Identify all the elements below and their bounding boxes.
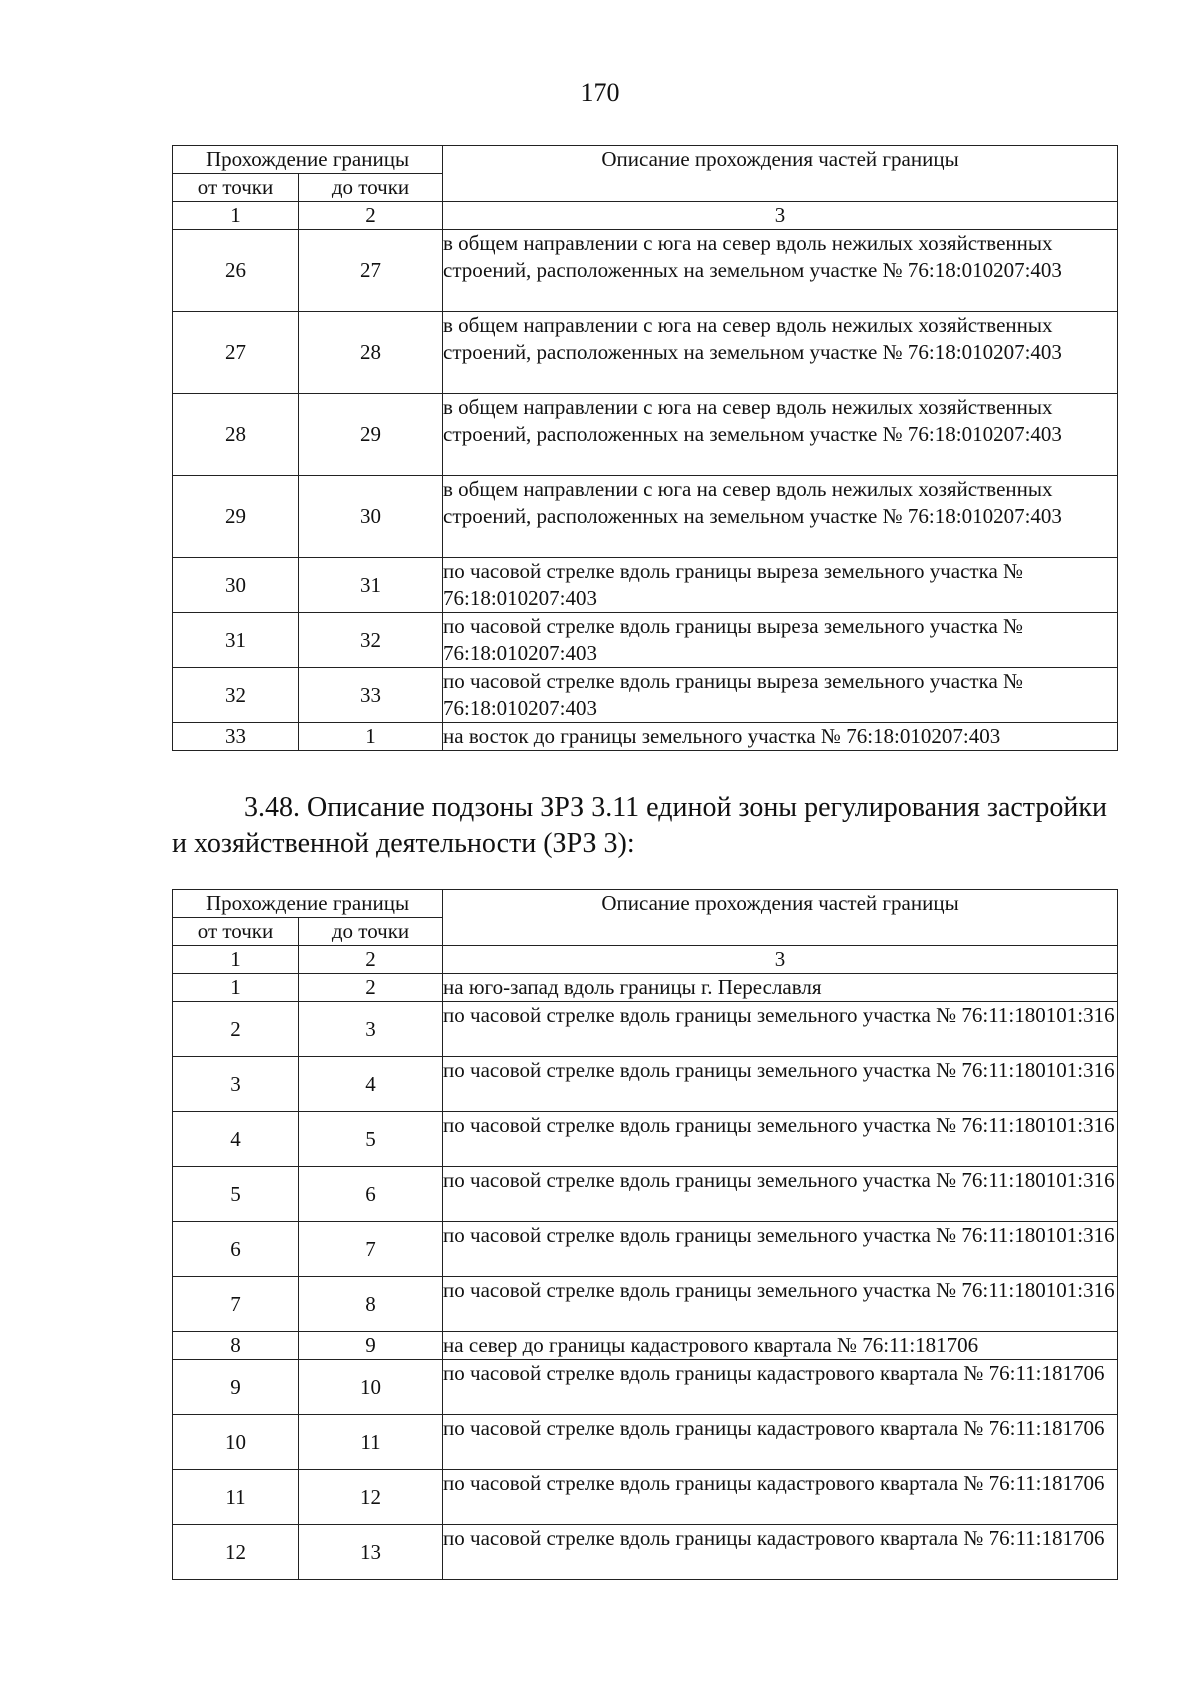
description-cell: по часовой стрелке вдоль границы выреза земельного участка № 76:18:010207:403: [443, 613, 1118, 668]
table-row: [173, 1112, 1118, 1167]
table-row: [173, 312, 1118, 394]
description-cell: в общем направлении с юга на север вдоль нежилых хозяйственных строений, расположенных на земельном участке № 76:18:010207:403: [443, 230, 1118, 312]
description-cell: по часовой стрелке вдоль границы кадастрового квартала № 76:11:181706: [443, 1415, 1118, 1470]
table-row: [173, 1057, 1118, 1112]
to-point-cell: 32: [299, 613, 443, 668]
from-point-cell: 10: [173, 1415, 299, 1470]
to-point-cell: 9: [299, 1332, 443, 1360]
to-point-cell: 31: [299, 558, 443, 613]
from-point-cell: 32: [173, 668, 299, 723]
table-row: [173, 476, 1118, 558]
header-from-point: от точки: [173, 174, 299, 202]
table-row: [173, 613, 1118, 668]
table-row: [173, 1470, 1118, 1525]
description-cell: по часовой стрелке вдоль границы земельного участка № 76:11:180101:316: [443, 1167, 1118, 1222]
from-point-cell: 8: [173, 1332, 299, 1360]
column-number-2: 2: [299, 946, 443, 974]
to-point-cell: 2: [299, 974, 443, 1002]
header-from-point: от точки: [173, 918, 299, 946]
from-point-cell: 33: [173, 723, 299, 751]
description-cell: на восток до границы земельного участка № 76:18:010207:403: [443, 723, 1118, 751]
page-number: 170: [580, 78, 620, 107]
table-row: [173, 974, 1118, 1002]
from-point-cell: 26: [173, 230, 299, 312]
to-point-cell: 28: [299, 312, 443, 394]
table-row: [173, 1277, 1118, 1332]
to-point-cell: 4: [299, 1057, 443, 1112]
description-cell: по часовой стрелке вдоль границы кадастрового квартала № 76:11:181706: [443, 1360, 1118, 1415]
column-number-1: 1: [173, 202, 299, 230]
header-description: Описание прохождения частей границы: [443, 146, 1118, 202]
header-passage: Прохождение границы: [173, 890, 443, 918]
from-point-cell: 12: [173, 1525, 299, 1580]
table-row: [173, 394, 1118, 476]
from-point-cell: 28: [173, 394, 299, 476]
table-row: [173, 1525, 1118, 1580]
description-cell: по часовой стрелке вдоль границы земельного участка № 76:11:180101:316: [443, 1277, 1118, 1332]
to-point-cell: 12: [299, 1470, 443, 1525]
from-point-cell: 7: [173, 1277, 299, 1332]
from-point-cell: 6: [173, 1222, 299, 1277]
header-description: Описание прохождения частей границы: [443, 890, 1118, 946]
table-row: [173, 668, 1118, 723]
table-row: [173, 558, 1118, 613]
to-point-cell: 33: [299, 668, 443, 723]
from-point-cell: 31: [173, 613, 299, 668]
from-point-cell: 30: [173, 558, 299, 613]
table-row: [173, 1002, 1118, 1057]
description-cell: в общем направлении с юга на север вдоль нежилых хозяйственных строений, расположенных на земельном участке № 76:18:010207:403: [443, 312, 1118, 394]
description-cell: на юго-запад вдоль границы г. Переславля: [443, 974, 1118, 1002]
description-cell: по часовой стрелке вдоль границы земельного участка № 76:11:180101:316: [443, 1002, 1118, 1057]
to-point-cell: 30: [299, 476, 443, 558]
from-point-cell: 11: [173, 1470, 299, 1525]
description-cell: по часовой стрелке вдоль границы земельного участка № 76:11:180101:316: [443, 1222, 1118, 1277]
to-point-cell: 10: [299, 1360, 443, 1415]
from-point-cell: 5: [173, 1167, 299, 1222]
table-row: [173, 1167, 1118, 1222]
description-cell: в общем направлении с юга на север вдоль нежилых хозяйственных строений, расположенных на земельном участке № 76:18:010207:403: [443, 394, 1118, 476]
description-cell: по часовой стрелке вдоль границы земельного участка № 76:11:180101:316: [443, 1057, 1118, 1112]
from-point-cell: 3: [173, 1057, 299, 1112]
header-to-point: до точки: [299, 174, 443, 202]
from-point-cell: 2: [173, 1002, 299, 1057]
description-cell: в общем направлении с юга на север вдоль нежилых хозяйственных строений, расположенных на земельном участке № 76:18:010207:403: [443, 476, 1118, 558]
to-point-cell: 5: [299, 1112, 443, 1167]
to-point-cell: 1: [299, 723, 443, 751]
description-cell: по часовой стрелке вдоль границы выреза земельного участка № 76:18:010207:403: [443, 558, 1118, 613]
to-point-cell: 7: [299, 1222, 443, 1277]
table-row: [173, 1360, 1118, 1415]
description-cell: по часовой стрелке вдоль границы кадастрового квартала № 76:11:181706: [443, 1525, 1118, 1580]
column-number-2: 2: [299, 202, 443, 230]
to-point-cell: 13: [299, 1525, 443, 1580]
table-row: [173, 230, 1118, 312]
table-row: [173, 1332, 1118, 1360]
from-point-cell: 1: [173, 974, 299, 1002]
description-cell: по часовой стрелке вдоль границы земельного участка № 76:11:180101:316: [443, 1112, 1118, 1167]
from-point-cell: 29: [173, 476, 299, 558]
to-point-cell: 8: [299, 1277, 443, 1332]
description-cell: на север до границы кадастрового квартала № 76:11:181706: [443, 1332, 1118, 1360]
to-point-cell: 6: [299, 1167, 443, 1222]
header-passage: Прохождение границы: [173, 146, 443, 174]
description-cell: по часовой стрелке вдоль границы кадастрового квартала № 76:11:181706: [443, 1470, 1118, 1525]
from-point-cell: 4: [173, 1112, 299, 1167]
table-row: [173, 1222, 1118, 1277]
to-point-cell: 3: [299, 1002, 443, 1057]
description-cell: по часовой стрелке вдоль границы выреза земельного участка № 76:18:010207:403: [443, 668, 1118, 723]
to-point-cell: 11: [299, 1415, 443, 1470]
to-point-cell: 29: [299, 394, 443, 476]
column-number-3: 3: [443, 202, 1118, 230]
boundary-table-1: [172, 145, 1118, 751]
column-number-1: 1: [173, 946, 299, 974]
header-to-point: до точки: [299, 918, 443, 946]
from-point-cell: 27: [173, 312, 299, 394]
table-row: [173, 723, 1118, 751]
table-row: [173, 1415, 1118, 1470]
from-point-cell: 9: [173, 1360, 299, 1415]
boundary-table-2: [172, 889, 1118, 1580]
to-point-cell: 27: [299, 230, 443, 312]
section-heading: 3.48. Описание подзоны ЗРЗ 3.11 единой зоны регулирования застройки и хозяйственной деятельности (ЗРЗ 3):: [172, 792, 1107, 859]
column-number-3: 3: [443, 946, 1118, 974]
